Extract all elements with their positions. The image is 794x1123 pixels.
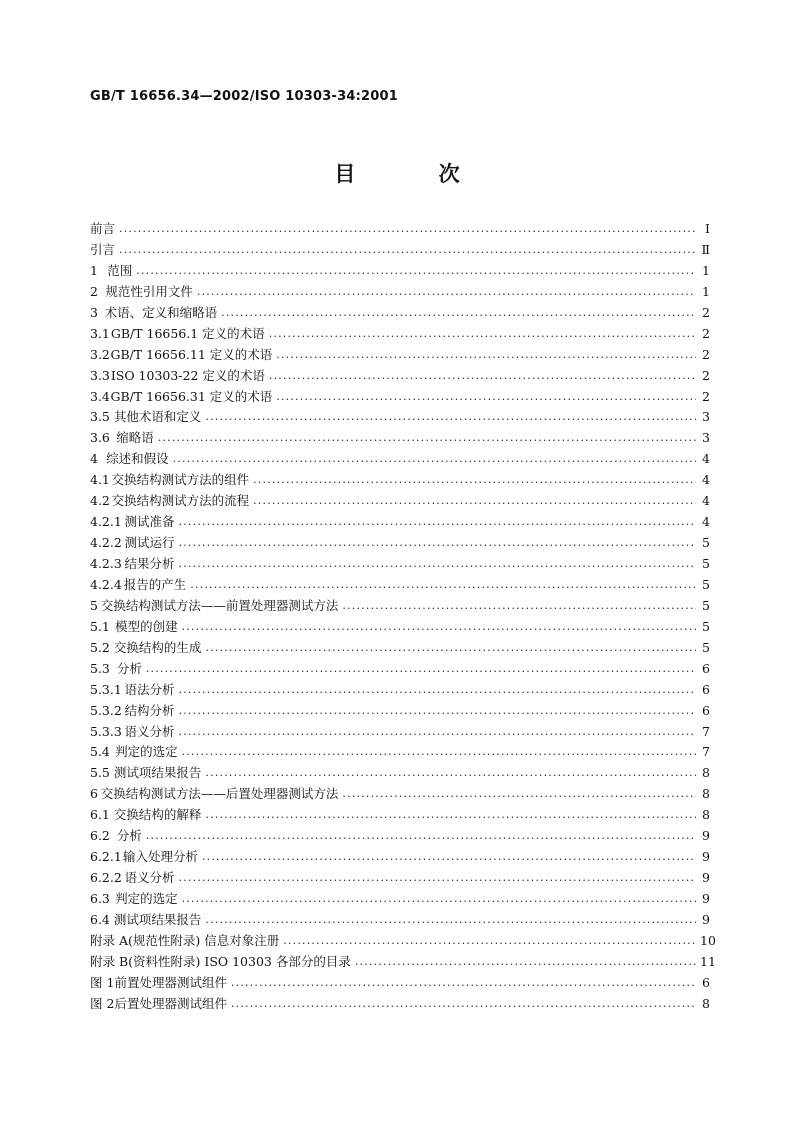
toc-entry-page: 2 [702,304,710,320]
toc-leader-dots [205,411,696,425]
toc-entry-label: 引言 [90,241,116,257]
toc-entry[interactable] [90,345,710,366]
toc-leader-dots [342,788,696,802]
toc-entry-label: 交换结构测试方法的组件 [111,472,250,488]
toc-entry-number: 2 [90,283,98,299]
toc-entry[interactable] [90,638,710,659]
toc-entry[interactable] [90,617,710,638]
toc-entry-label: 交换结构测试方法——后置处理器测试方法 [100,786,339,802]
toc-entry-number: 5.3.3 [90,723,122,739]
toc-entry-label: 结果分析 [124,556,175,571]
toc-entry-number: 3.6 [90,430,110,446]
toc-entry-number: 4.2.2 [90,535,122,551]
toc-entry-label: 规范性引用文件 [105,283,193,299]
toc-entry[interactable] [90,324,710,345]
toc-entry-number: 6.1 [90,807,110,823]
toc-entry[interactable] [90,470,710,491]
toc-leader-dots [205,809,696,823]
toc-leader-dots [179,684,696,698]
toc-entry[interactable] [90,784,710,805]
toc-entry-label: 其他术语和定义 [113,409,202,425]
toc-leader-dots [179,872,696,886]
toc-entry-number: 5.3.1 [90,681,122,697]
toc-leader-dots [197,286,696,300]
toc-entry-page: 10 [700,932,716,948]
toc-leader-dots [182,746,696,760]
toc-entry-number: 3.3 [90,367,110,383]
toc-leader-dots [205,914,696,928]
toc-entry[interactable] [90,659,710,680]
toc-entry[interactable] [90,428,710,449]
toc-entry-number: 图 2 [90,995,115,1011]
toc-entry-page: 2 [702,346,710,362]
toc-entry-label: 分析 [116,828,142,844]
toc-entry-label: 结构分析 [124,702,175,718]
toc-entry-number: 5.5 [90,765,110,781]
toc-entry-label: 模型的创建 [115,618,178,634]
standard-number: GB/T 16656.34—2002/ISO 10303-34:2001 [90,89,398,104]
toc-entry-label: 判定的选定 [115,744,178,760]
toc-entry-number: 4.2 [90,493,110,509]
toc-entry[interactable] [90,449,710,470]
table-of-contents [90,219,716,1015]
toc-entry[interactable] [90,722,710,743]
toc-entry-label: 测试运行 [124,535,175,551]
toc-entry-label: 测试准备 [124,514,175,530]
toc-leader-dots [269,370,696,384]
toc-entry-label: 报告的产生 [123,576,187,592]
toc-entry-page: 2 [702,388,710,404]
toc-entry-label: GB/T 16656.1 定义的术语 [110,325,265,341]
toc-entry[interactable] [90,952,716,973]
toc-entry[interactable] [90,491,710,512]
toc-entry-page: 8 [702,995,710,1011]
toc-entry-number: 3.2 [90,346,110,362]
toc-entry-label: 交换结构测试方法的流程 [111,493,250,509]
toc-entry-page: 5 [702,576,710,592]
toc-entry-page: 5 [702,535,710,551]
toc-entry-page: 9 [702,828,710,844]
toc-entry[interactable] [90,680,710,701]
toc-entry[interactable] [90,763,710,784]
toc-entry[interactable] [90,596,710,617]
toc-entry[interactable] [90,303,710,324]
toc-entry-label: 术语、定义和缩略语 [104,304,218,320]
toc-entry-number: 3 [90,304,98,320]
toc-entry-number: 4.2.1 [90,514,122,530]
toc-leader-dots [179,516,696,530]
toc-leader-dots [253,474,696,488]
toc-leader-dots [221,307,696,321]
toc-leader-dots [136,265,696,279]
toc-entry[interactable] [90,868,710,889]
toc-leader-dots [205,642,696,656]
toc-entry[interactable] [90,533,710,554]
toc-leader-dots [276,349,696,363]
toc-entry[interactable] [90,973,710,994]
toc-entry-number: 6.4 [90,911,110,927]
toc-entry-page: 9 [702,911,710,927]
page-title: 目 次 [334,161,498,186]
toc-entry[interactable] [90,826,710,847]
toc-entry-number: 5.3.2 [90,702,122,718]
toc-entry-label: 范围 [107,262,133,278]
toc-entry-page: 2 [702,325,710,341]
standard-number-header [90,89,398,104]
toc-entry-number: 1 [90,262,98,278]
toc-entry-page: 5 [702,597,710,613]
toc-leader-dots [253,495,696,509]
toc-entry-page: 3 [702,430,710,446]
toc-entry-page: 9 [702,891,710,906]
toc-entry-page: 7 [702,723,710,739]
toc-entry-label: 缩略语 [116,430,154,446]
toc-leader-dots [119,244,696,258]
toc-entry-label: 判定的选定 [115,891,178,906]
toc-entry[interactable] [90,554,710,575]
toc-entry-number: 5.4 [90,744,110,760]
toc-entry[interactable] [90,512,710,533]
toc-entry-number: 4.2.3 [90,556,122,571]
toc-entry-label: ISO 10303-22 定义的术语 [110,367,265,383]
toc-entry-label: 语义分析 [124,723,175,739]
toc-entry-page: 6 [702,660,710,676]
toc-leader-dots [231,977,696,991]
toc-entry-number: 4 [90,451,98,467]
toc-entry[interactable] [90,931,716,952]
toc-leader-dots [283,935,696,949]
toc-entry-number: 3.5 [90,409,110,425]
toc-entry-page: 4 [702,493,710,509]
toc-entry-page: 9 [702,870,710,886]
toc-entry-label: 综述和假设 [106,451,169,467]
toc-leader-dots [146,663,696,677]
toc-entry-label: 交换结构测试方法——前置处理器测试方法 [100,597,339,613]
toc-entry-page: 5 [702,639,710,655]
toc-leader-dots [146,830,696,844]
toc-entry-page: 8 [702,807,710,823]
toc-entry[interactable] [90,219,710,240]
toc-entry-number: 6.2 [90,828,110,844]
toc-leader-dots [231,998,696,1012]
toc-leader-dots [179,726,696,740]
toc-entry-label: GB/T 16656.11 定义的术语 [110,346,273,362]
toc-entry-label: 语义分析 [124,870,175,886]
toc-entry-number: 4.1 [90,472,110,488]
toc-entry-label: GB/T 16656.31 定义的术语 [110,388,273,404]
toc-entry-number: 3.1 [90,325,110,341]
toc-leader-dots [342,600,696,614]
toc-leader-dots [205,767,696,781]
toc-entry-page: 8 [702,765,710,781]
toc-entry[interactable] [90,910,710,931]
toc-entry-page: 2 [702,367,710,383]
toc-entry-number: 图 1 [90,974,115,990]
toc-entry-number: 5.1 [90,618,110,634]
toc-entry-page: 3 [702,409,710,425]
toc-leader-dots [276,391,696,405]
toc-entry[interactable] [90,282,710,303]
toc-entry-page: 6 [702,681,710,697]
toc-entry[interactable] [90,889,710,910]
toc-entry-page: 4 [702,514,710,530]
toc-leader-dots [179,537,696,551]
toc-entry-page: 4 [702,451,710,467]
toc-entry-number: 4.2.4 [90,576,122,592]
toc-entry-label: 测试项结果报告 [113,765,202,781]
toc-entry-page: 9 [702,849,710,865]
toc-leader-dots [158,432,696,446]
toc-entry-label: 语法分析 [124,681,175,697]
toc-entry-page: Ⅱ [701,241,710,257]
toc-entry-label: 交换结构的生成 [113,639,202,655]
toc-entry-page: 1 [702,262,710,278]
toc-entry-page: 4 [702,472,710,488]
toc-entry-label: 交换结构的解释 [113,807,202,823]
toc-leader-dots [179,558,696,572]
toc-entry[interactable] [90,847,710,868]
toc-leader-dots [182,893,696,907]
toc-leader-dots [355,956,696,970]
toc-leader-dots [190,579,696,593]
toc-entry-page: 8 [702,786,710,802]
toc-entry-number: 6.2.2 [90,870,122,886]
toc-leader-dots [269,328,696,342]
toc-entry-label: 前置处理器测试组件 [114,974,227,990]
toc-leader-dots [182,621,696,635]
toc-entry-number: 5.2 [90,639,110,655]
toc-entry-page: 7 [702,744,710,760]
toc-entry[interactable] [90,575,710,596]
toc-entry-page: 5 [702,618,710,634]
toc-leader-dots [202,851,696,865]
toc-entry[interactable] [90,261,710,282]
toc-entry[interactable] [90,742,710,763]
toc-leader-dots [179,705,696,719]
toc-entry-label: 前言 [90,221,116,236]
toc-entry-page: 5 [702,556,710,571]
toc-entry-label: 分析 [116,660,142,676]
toc-entry-number: 5.3 [90,660,110,676]
toc-entry-number: 6.3 [90,891,110,906]
toc-entry[interactable] [90,805,710,826]
toc-entry-page: Ⅰ [705,221,710,236]
toc-entry-label: 测试项结果报告 [113,911,202,927]
toc-entry-page: 6 [702,702,710,718]
toc-entry-label: 附录 B(资料性附录) ISO 10303 各部分的目录 [90,953,351,969]
toc-entry-page: 6 [702,974,710,990]
toc-entry[interactable] [90,407,710,428]
toc-leader-dots [173,453,696,467]
toc-entry[interactable] [90,387,710,408]
toc-entry-label: 输入处理分析 [122,849,198,865]
toc-entry-label: 后置处理器测试组件 [114,995,227,1011]
toc-leader-dots [119,223,696,237]
toc-entry-number: 6 [90,786,98,802]
toc-entry-page: 11 [700,953,716,969]
toc-entry[interactable] [90,240,710,261]
toc-entry-number: 3.4 [90,388,110,404]
toc-entry-number: 5 [90,597,98,613]
toc-entry-page: 1 [702,283,710,299]
toc-entry-label: 附录 A(规范性附录) 信息对象注册 [90,932,280,948]
toc-entry-number: 6.2.1 [90,849,122,865]
toc-entry[interactable] [90,994,710,1015]
toc-entry[interactable] [90,701,710,722]
toc-entry[interactable] [90,366,710,387]
